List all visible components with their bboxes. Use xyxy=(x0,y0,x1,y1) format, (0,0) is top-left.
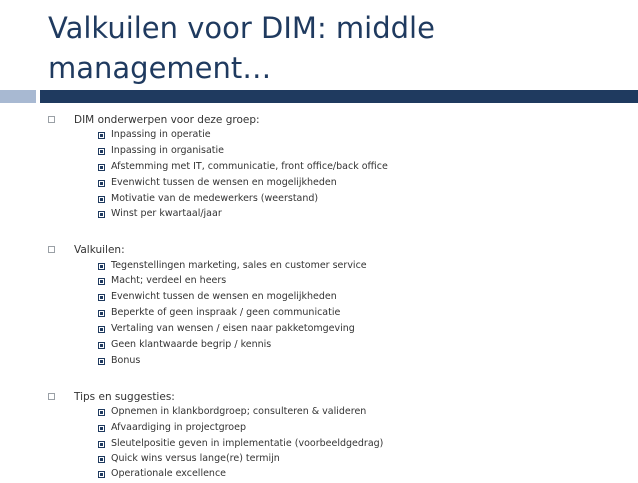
section-heading-text: Valkuilen: xyxy=(74,244,125,256)
filled-square-icon xyxy=(98,148,105,155)
list-item-text: Evenwicht tussen de wensen en mogelijkheden xyxy=(111,177,337,188)
filled-square-icon xyxy=(98,180,105,187)
list-item-text: Winst per kwartaal/jaar xyxy=(111,208,222,219)
list-item-text: Motivatie van de medewerkers (weerstand) xyxy=(111,193,319,204)
list-item-text: Geen klantwaarde begrip / kennis xyxy=(111,339,272,350)
slide-title-line2: management… xyxy=(48,51,272,85)
list-item-text: Opnemen in klankbordgroep; consulteren & valideren xyxy=(111,406,367,417)
list-item-text: Inpassing in organisatie xyxy=(111,145,225,156)
section-heading-text: DIM onderwerpen voor deze groep: xyxy=(74,114,260,126)
filled-square-icon xyxy=(98,164,105,171)
list-item-text: Afstemming met IT, communicatie, front office/back office xyxy=(111,161,388,172)
filled-square-icon xyxy=(98,326,105,333)
list-item-text: Inpassing in operatie xyxy=(111,129,211,140)
list-item-text: Operationale excellence xyxy=(111,468,227,479)
list-item-text: Macht; verdeel en heers xyxy=(111,275,227,286)
filled-square-icon xyxy=(98,471,105,478)
filled-square-icon xyxy=(98,441,105,448)
list-item-text: Sleutelpositie geven in implementatie (voorbeeldgedrag) xyxy=(111,438,384,449)
hollow-square-icon xyxy=(48,246,55,253)
list-item-text: Beperkte of geen inspraak / geen communicatie xyxy=(111,307,341,318)
filled-square-icon xyxy=(98,263,105,270)
hollow-square-icon xyxy=(48,393,55,400)
filled-square-icon xyxy=(98,211,105,218)
section-heading-text: Tips en suggesties: xyxy=(74,391,175,403)
filled-square-icon xyxy=(98,196,105,203)
filled-square-icon xyxy=(98,132,105,139)
hollow-square-icon xyxy=(48,116,55,123)
filled-square-icon xyxy=(98,278,105,285)
list-item-text: Tegenstellingen marketing, sales en customer service xyxy=(111,260,367,271)
filled-square-icon xyxy=(98,456,105,463)
filled-square-icon xyxy=(98,342,105,349)
filled-square-icon xyxy=(98,294,105,301)
list-item-text: Bonus xyxy=(111,355,141,366)
filled-square-icon xyxy=(98,358,105,365)
list-item-text: Evenwicht tussen de wensen en mogelijkheden xyxy=(111,291,337,302)
list-item-text: Vertaling van wensen / eisen naar pakketomgeving xyxy=(111,323,355,334)
list-item-text: Quick wins versus lange(re) termijn xyxy=(111,453,280,464)
filled-square-icon xyxy=(98,310,105,317)
filled-square-icon xyxy=(98,425,105,432)
slide-title-line1: Valkuilen voor DIM: middle xyxy=(48,11,435,45)
filled-square-icon xyxy=(98,409,105,416)
list-item-text: Afvaardiging in projectgroep xyxy=(111,422,246,433)
